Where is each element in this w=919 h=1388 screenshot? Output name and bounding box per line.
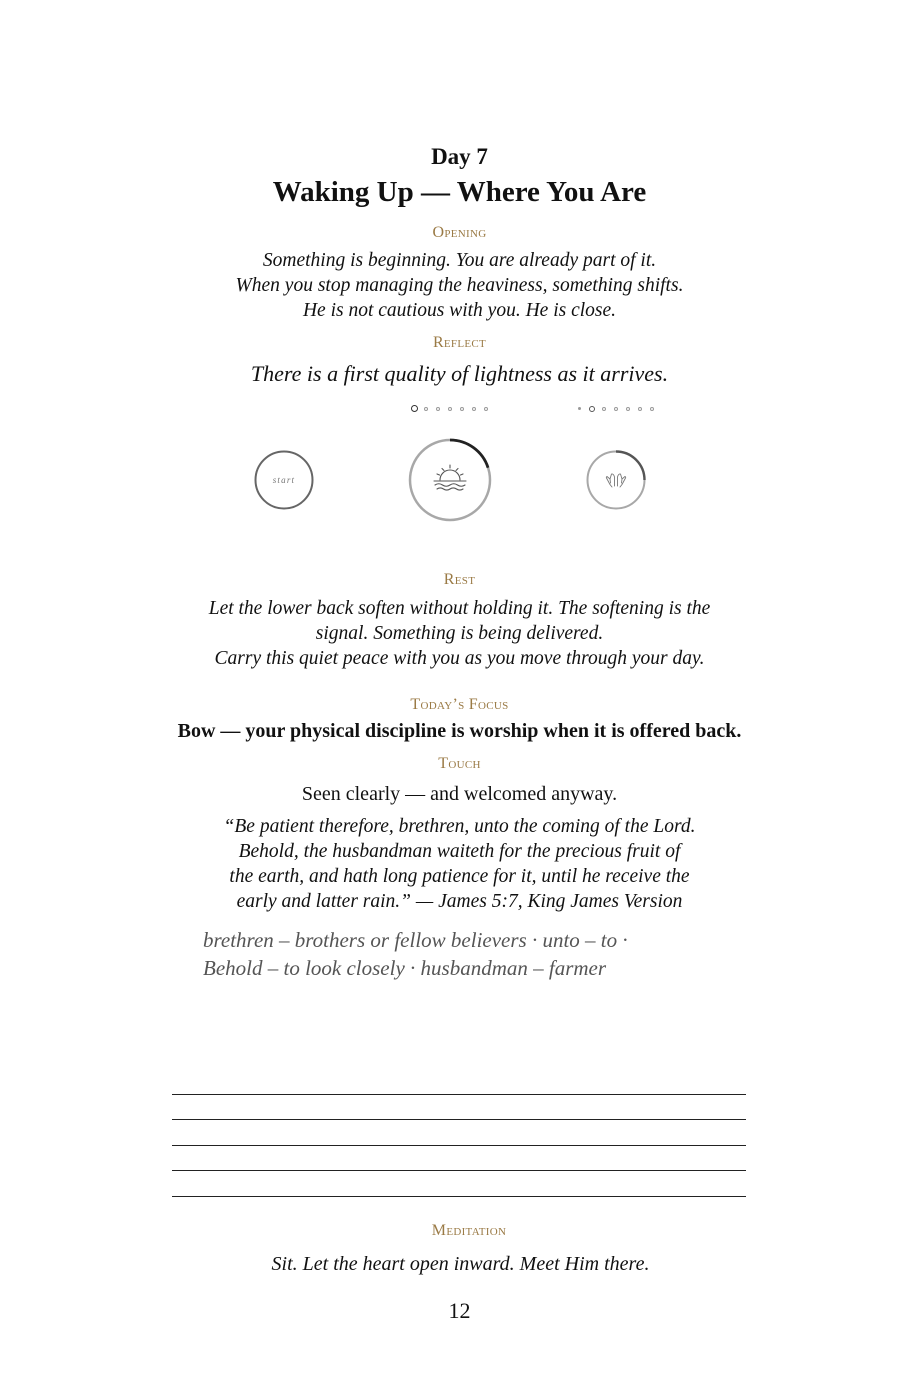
focus-text: Bow — your physical discipline is worship when it is offered back. (177, 720, 742, 742)
page-title: Waking Up — Where You Are (272, 176, 647, 208)
word-glossary (203, 926, 723, 982)
scripture-line: Behold, the husbandman waiteth for the precious fruit of (238, 841, 681, 862)
step-dot (638, 407, 642, 411)
scripture-quote (0, 814, 919, 914)
rest-line: signal. Something is being delivered. (315, 623, 604, 644)
gloss-line: Behold – to look closely · husbandman – farmer (203, 956, 607, 980)
journal-line[interactable] (172, 1145, 746, 1146)
step-dot (602, 407, 606, 411)
step-dot (448, 407, 452, 411)
step-dot-done (578, 407, 581, 410)
focus-label: Today’s Focus (410, 696, 509, 713)
journal-line[interactable] (172, 1119, 746, 1120)
main-practice-dial[interactable] (405, 436, 495, 526)
main-progress-arc (450, 440, 488, 468)
opening-text (0, 248, 919, 323)
opening-line: When you stop managing the heaviness, something shifts. (235, 275, 684, 296)
step-dot-active (411, 405, 418, 412)
reflect-label: Reflect (432, 334, 487, 351)
step-dot (484, 407, 488, 411)
step-dot (424, 407, 428, 411)
step-dot (460, 407, 464, 411)
gloss-line: brethren – brothers or fellow believers · unto – to · (203, 928, 628, 952)
step-dot (626, 407, 630, 411)
step-dot-active (589, 406, 595, 412)
opening-line: Something is beginning. You are already part of it. (262, 250, 657, 271)
meditation-text: Sit. Let the heart open inward. Meet Him there. (271, 1253, 650, 1275)
start-button[interactable] (252, 449, 316, 513)
rest-text (0, 596, 919, 671)
meditation-label: Meditation (431, 1222, 507, 1239)
opening-line: He is not cautious with you. He is close. (302, 300, 617, 321)
journal-line[interactable] (172, 1196, 746, 1197)
journal-line[interactable] (172, 1094, 746, 1095)
step-dot (472, 407, 476, 411)
rest-line: Carry this quiet peace with you as you move through your day. (214, 648, 705, 669)
step-dot (436, 407, 440, 411)
reflect-text: There is a first quality of lightness as it arrives. (250, 361, 669, 386)
rest-line: Let the lower back soften without holding it. The softening is the (208, 598, 711, 619)
side-progress-arc (616, 452, 645, 481)
step-dot (650, 407, 654, 411)
touch-text: Seen clearly — and welcomed anyway. (301, 783, 618, 805)
step-dot (614, 407, 618, 411)
praying-hands-icon (606, 474, 625, 487)
rest-label: Rest (443, 571, 476, 588)
start-label: start (272, 475, 296, 485)
journal-line[interactable] (172, 1170, 746, 1171)
scripture-line: “Be patient therefore, brethren, unto the coming of the Lord. (223, 816, 696, 837)
scripture-line: early and latter rain.” — James 5:7, King James Version (236, 891, 683, 912)
page-number: 12 (448, 1298, 471, 1323)
sunrise-icon (434, 465, 466, 490)
day-number: Day 7 (431, 144, 488, 169)
touch-label: Touch (438, 755, 481, 772)
scripture-line: the earth, and hath long patience for it, until he receive the (229, 866, 690, 887)
side-practice-dial[interactable] (584, 447, 648, 511)
opening-label: Opening (432, 224, 487, 241)
